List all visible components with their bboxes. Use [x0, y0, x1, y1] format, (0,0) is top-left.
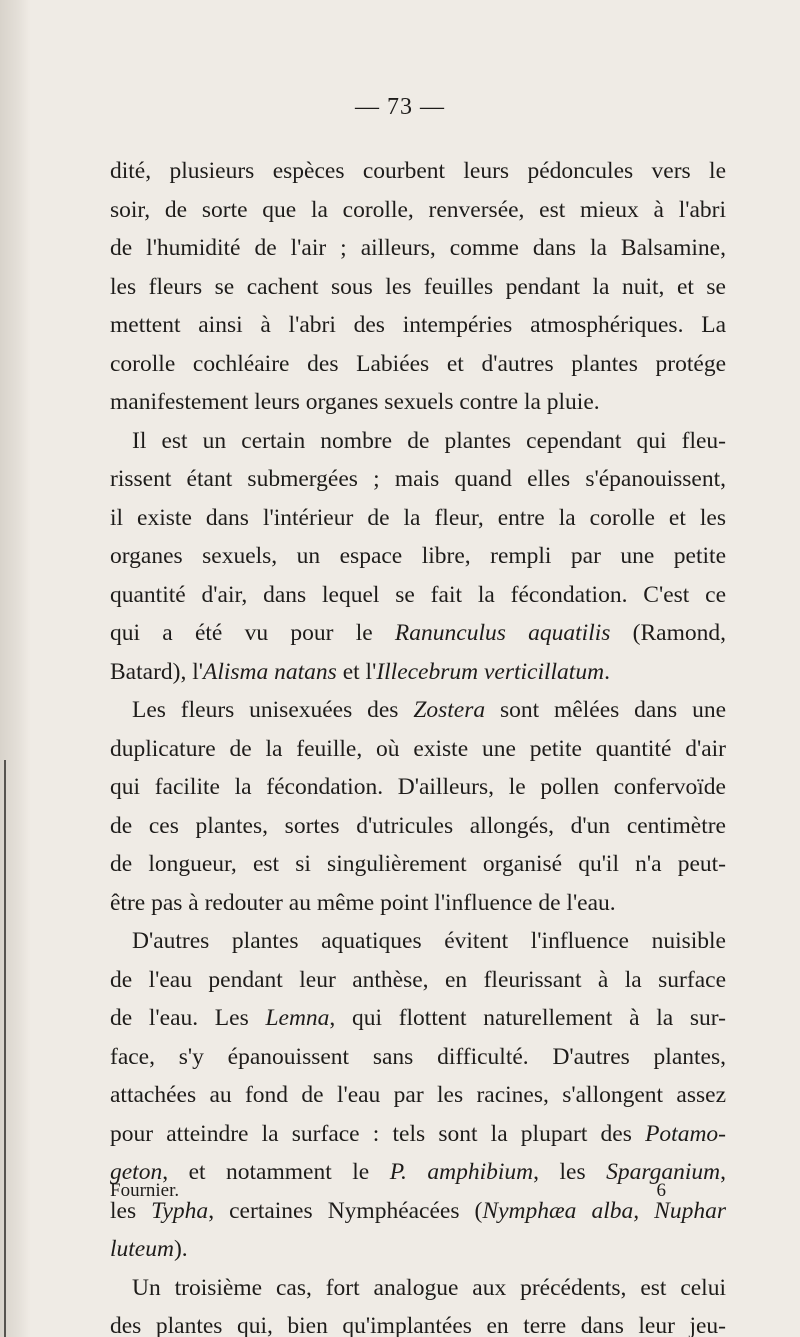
text-line: Batard), l'Alisma natans et l'Illecebrum verticillatum.	[110, 658, 610, 685]
signature-mark: Fournier.	[110, 1180, 180, 1201]
text-line: rissent étant submergées ; mais quand elles s'épanouissent,	[110, 466, 726, 492]
text-line: quantité d'air, dans lequel se fait la fécondation. C'est ce	[110, 581, 726, 608]
text-line: dité, plusieurs espèces courbent leurs pédoncules vers le	[110, 158, 726, 184]
text-line: manifestement leurs organes sexuels contre la pluie.	[110, 389, 600, 415]
text-line: qui a été vu pour le Ranunculus aquatilis (Ramond,	[110, 620, 726, 646]
text-line: de l'humidité de l'air ; ailleurs, comme dans la Balsamine,	[110, 235, 726, 261]
text-line: attachées au fond de l'eau par les racines, s'allongent assez	[110, 1082, 726, 1108]
text-line: de longueur, est si singulièrement organisé qu'il n'a peut-	[110, 851, 726, 877]
text-line: de ces plantes, sortes d'utricules allongés, d'un centimètre	[110, 812, 726, 839]
text-line: les Typha, certaines Nymphéacées (Nymphæa alba, Nuphar	[110, 1197, 726, 1224]
text-line: corolle cochléaire des Labiées et d'autres plantes protége	[110, 350, 726, 377]
text-line: Un troisième cas, fort analogue aux précédents, est celui	[132, 1274, 726, 1301]
sheet-number: 6	[656, 1180, 666, 1201]
text-line: duplicature de la feuille, où existe une petite quantité d'air	[110, 735, 726, 762]
text-line: de l'eau. Les Lemna, qui flottent naturellement à la sur-	[110, 1005, 726, 1031]
text-line: il existe dans l'intérieur de la fleur, entre la corolle et les	[110, 504, 726, 531]
text-line: des plantes qui, bien qu'implantées en terre dans leur jeu-	[110, 1313, 726, 1337]
text-line: Les fleurs unisexuées des Zostera sont mêlées dans une	[132, 697, 726, 723]
text-line: de l'eau pendant leur anthèse, en fleurissant à la surface	[110, 966, 726, 993]
text-line: Il est un certain nombre de plantes cependant qui fleu-	[132, 427, 726, 454]
page-number: — 73 —	[355, 94, 445, 120]
text-line: face, s'y épanouissent sans difficulté. D'autres plantes,	[110, 1043, 726, 1070]
text-line: les fleurs se cachent sous les feuilles pendant la nuit, et se	[110, 273, 726, 300]
body-text	[110, 152, 726, 1337]
text-line: être pas à redouter au même point l'influence de l'eau.	[110, 889, 616, 916]
text-line: mettent ainsi à l'abri des intempéries atmosphériques. La	[110, 312, 726, 338]
page-footer	[110, 1176, 666, 1206]
text-line: soir, de sorte que la corolle, renversée, est mieux à l'abri	[110, 196, 726, 223]
text-line: luteum).	[110, 1236, 188, 1262]
text-line: D'autres plantes aquatiques évitent l'influence nuisible	[132, 928, 726, 954]
text-line: qui facilite la fécondation. D'ailleurs, le pollen confervoïde	[110, 774, 726, 800]
text-line: geton, et notamment le P. amphibium, les Sparganium,	[110, 1159, 726, 1185]
text-line: organes sexuels, un espace libre, rempli par une petite	[110, 543, 726, 569]
gutter-binding-line	[4, 760, 6, 1337]
text-line: pour atteindre la surface : tels sont la plupart des Potamo-	[110, 1120, 726, 1147]
